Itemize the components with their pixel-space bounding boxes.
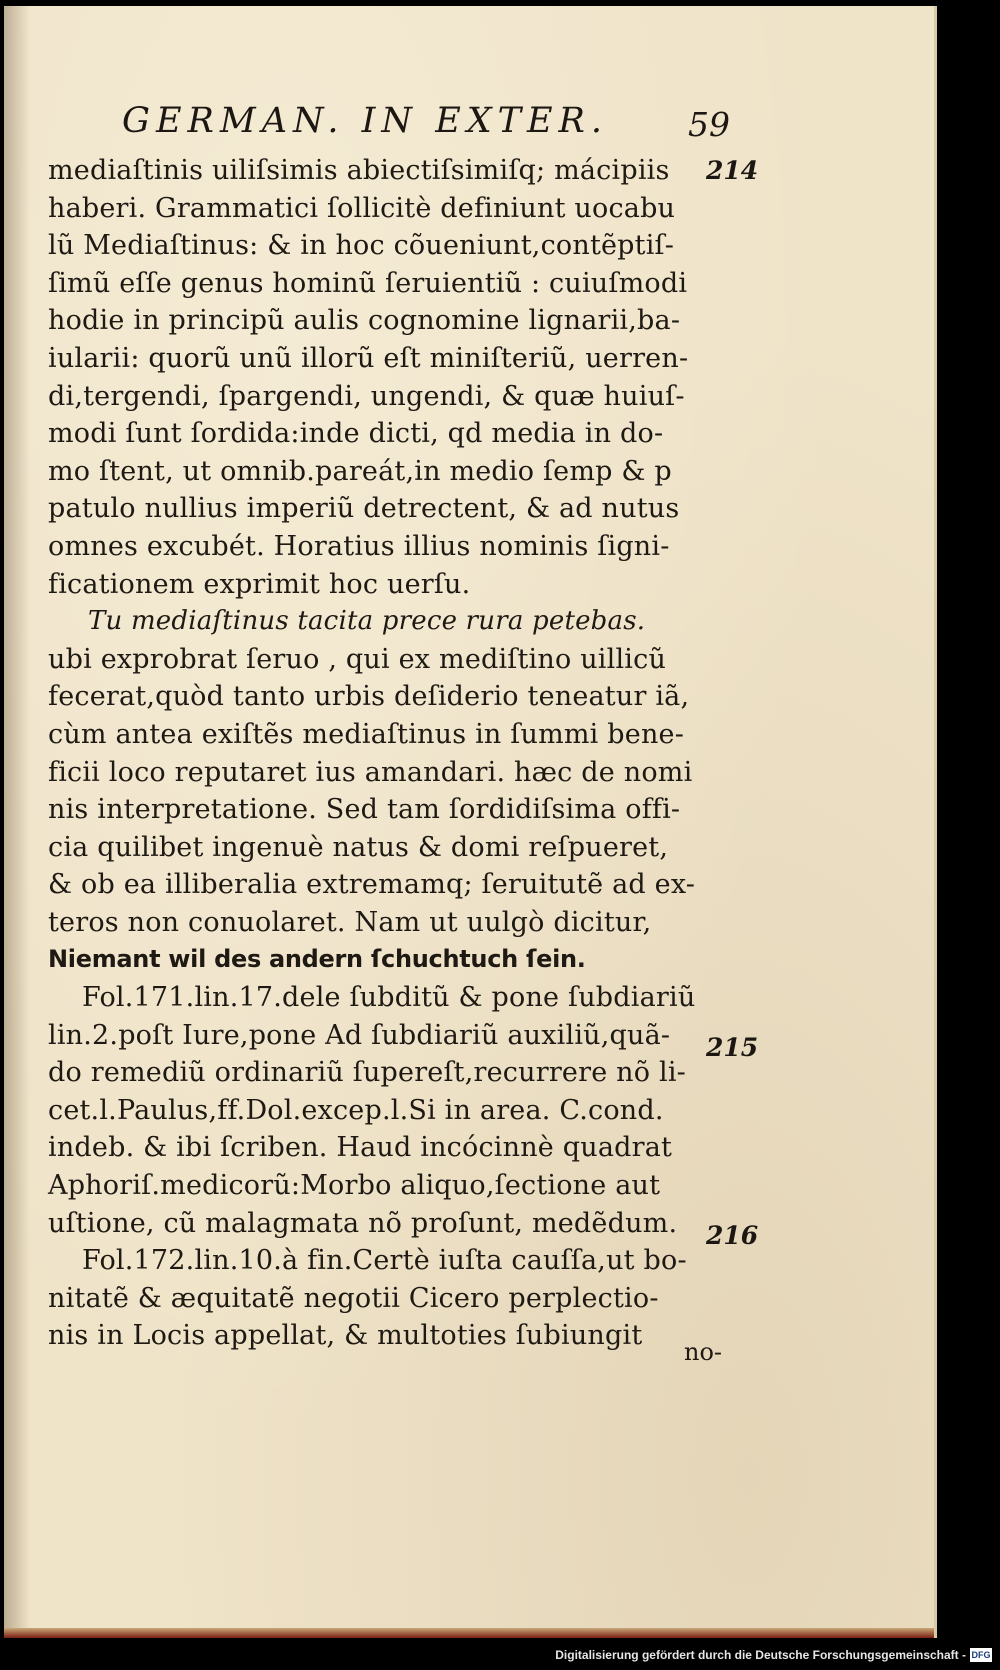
page-edge: [4, 1628, 934, 1638]
text-line: uſtione, cũ malagmata nõ proſunt, medẽdum.: [48, 1207, 678, 1239]
text-line: nis in Locis appellat, & multoties ſubiungit: [48, 1320, 643, 1352]
text-line: cet.l.Paulus,ff.Dol.excep.l.Si in area. C.cond.: [48, 1094, 664, 1126]
text-line: mediaſtinis uiliſsimis abiectiſsimiſq; mácipiis: [48, 155, 670, 186]
text-line: Aphoriſ.medicorũ:Morbo aliquo,ſectione aut: [48, 1170, 661, 1202]
text-line: lũ Mediaſtinus: & in hoc cõueniunt,contẽptiſ-: [48, 230, 675, 262]
text-line: omnes excubét. Horatius illius nominis ſigni-: [48, 530, 670, 562]
marginal-number: 215: [706, 1033, 759, 1062]
text-line: ficationem exprimit hoc uerſu.: [48, 568, 471, 600]
text-line: teros non conuolaret. Nam ut uulgò dicitur,: [48, 906, 652, 938]
text-line: patulo nullius imperiũ detrectent, & ad nutus: [48, 493, 680, 525]
funding-credit: Digitalisierung gefördert durch die Deutsche Forschungsgemeinschaft -: [555, 1648, 966, 1662]
book-page: [4, 6, 937, 1638]
verse-quotation: Tu mediaſtinus tacita prece rura petebas.: [88, 606, 646, 637]
text-line: Fol.172.lin.10.à fin.Certè iuſta cauſſa,ut bo-: [82, 1245, 687, 1277]
text-line: cùm antea exiſtẽs mediaſtinus in ſummi bene-: [48, 718, 685, 750]
catchword: no-: [684, 1338, 723, 1366]
body-text: [48, 152, 738, 1355]
marginal-number: 214: [706, 156, 759, 185]
text-line: nitatẽ & æquitatẽ negotii Cicero perplectio-: [48, 1282, 659, 1314]
text-line: lin.2.poſt Iure,pone Ad ſubdiariũ auxiliũ,quã-: [48, 1019, 671, 1051]
page-number: 59: [688, 105, 730, 144]
dfg-logo: DFG: [971, 1650, 991, 1660]
text-line: Fol.171.lin.17.dele ſubditũ & pone ſubdiariũ: [82, 982, 696, 1014]
text-line: & ob ea illiberalia extremamq; ſeruitutẽ ad ex-: [48, 869, 696, 901]
text-line: iularii: quorũ unũ illorũ eſt miniſteriũ, uerren-: [48, 342, 689, 374]
gutter-shadow: [4, 6, 30, 1638]
german-proverb: Niemant wil des andern ſchuchtuch ſein.: [48, 945, 586, 974]
text-line: di,tergendi, ſpargendi, ungendi, & quæ huiuſ-: [48, 380, 685, 412]
text-line: nis interpretatione. Sed tam ſordidiſsima offi-: [48, 794, 681, 826]
text-line: cia quilibet ingenuè natus & domi reſpueret,: [48, 831, 669, 863]
running-head: GERMAN. IN EXTER.: [122, 101, 609, 141]
text-line: hodie in principũ aulis cognomine lignarii,ba-: [48, 305, 681, 337]
text-line: ubi exprobrat ſeruo , qui ex mediſtino uillicũ: [48, 643, 667, 675]
text-line: mo ſtent, ut omnib.pareát,in medio ſemp & p: [48, 455, 672, 487]
footer-bar: [0, 1638, 1000, 1670]
text-line: indeb. & ibi ſcriben. Haud incócinnè quadrat: [48, 1132, 673, 1164]
text-line: ficii loco reputaret ius amandari. hæc de nomi: [48, 756, 693, 788]
marginal-number: 216: [706, 1221, 759, 1250]
text-line: haberi. Grammatici ſollicitè definiunt uocabu: [48, 192, 676, 224]
text-line: fecerat,quòd tanto urbis deſiderio teneatur iã,: [48, 681, 690, 713]
text-line: do remediũ ordinariũ ſupereſt,recurrere nõ li-: [48, 1057, 686, 1089]
text-line: ſimũ eſſe genus hominũ ſeruientiũ : cuiuſmodi: [48, 267, 688, 299]
text-line: modi ſunt ſordida:inde dicti, qd media in do-: [48, 418, 664, 450]
